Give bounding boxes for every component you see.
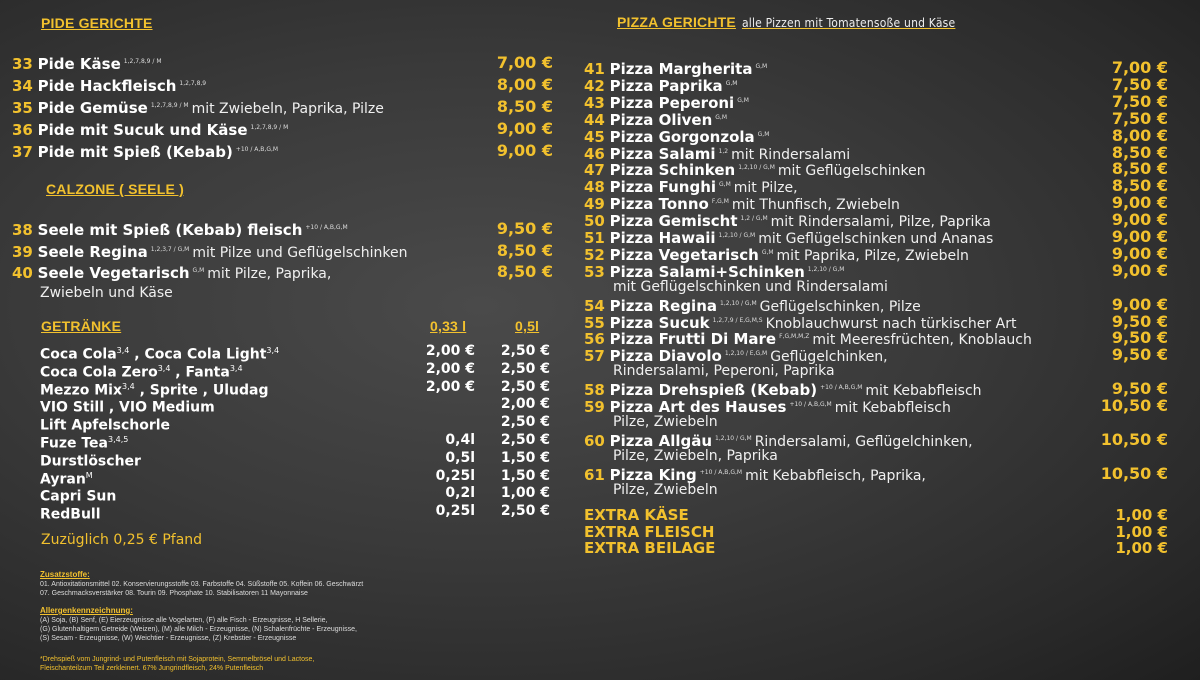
menu-item <box>584 312 1016 330</box>
item-price: 9,50 € <box>1111 311 1168 331</box>
item-name: Pizza Paprika <box>609 76 723 95</box>
allergen-codes: G,M <box>761 248 774 256</box>
allergen-title: Allergenkennzeichnung: <box>40 606 133 615</box>
drink-additive-codes: 3,4 <box>229 363 243 373</box>
drink-price-033: 2,00 € <box>425 378 475 395</box>
drink-price-033: 0,4l <box>445 432 475 448</box>
menu-item <box>584 176 798 197</box>
menu-item <box>584 345 888 366</box>
item-name: Pizza Vegetarisch <box>609 245 759 264</box>
item-description: Geflügelchinken, <box>770 349 888 366</box>
allergen-codes: G,M <box>755 63 768 70</box>
item-price: 7,00 € <box>1111 58 1168 77</box>
pizza-section-title <box>617 14 955 30</box>
menu-item <box>584 210 991 231</box>
drink-name: Ayran <box>40 471 86 488</box>
item-name: Seele Regina <box>37 242 148 261</box>
item-number: 57 <box>584 347 605 366</box>
pizza-title-text: PIZZA GERICHTE <box>617 14 736 30</box>
drink-name: Capri Sun <box>40 489 117 506</box>
item-name: Pizza Diavolo <box>609 347 722 366</box>
allergen-codes: G,M <box>737 96 749 104</box>
item-number: 56 <box>584 330 605 349</box>
item-number: 54 <box>584 296 605 315</box>
menu-item <box>584 159 926 180</box>
menu-item <box>12 219 351 237</box>
allergen-codes: 1,2,7,8,9 / M <box>250 124 289 131</box>
drink-price-05: 1,00 € <box>500 485 550 502</box>
item-name: Seele Vegetarisch <box>37 264 190 282</box>
item-name: Pizza Drehspieß (Kebab) <box>609 381 818 400</box>
menu-item <box>584 295 921 313</box>
pide-section-title: PIDE GERICHTE <box>41 15 153 31</box>
menu-item <box>12 75 209 93</box>
item-price: 8,50 € <box>496 97 553 116</box>
pfand-note: Zuzüglich 0,25 € Pfand <box>41 532 203 548</box>
menu-item <box>584 328 1032 349</box>
item-price: 7,50 € <box>1111 91 1168 111</box>
allergen-codes: G,M <box>725 79 738 87</box>
allergen-codes: 1,2,7,8,9 / M <box>123 58 162 65</box>
menu-item <box>584 143 850 161</box>
item-number: 41 <box>584 60 605 78</box>
calzone-section-title: CALZONE ( SEELE ) <box>46 181 184 197</box>
item-description-continued: Rindersalami, Peperoni, Paprika <box>613 363 835 380</box>
menu-item <box>584 430 973 448</box>
pizza-subtitle: alle Pizzen mit Tomatensoße und Käse <box>741 16 956 30</box>
item-price: 9,00 € <box>496 119 553 138</box>
menu-item <box>584 75 740 93</box>
item-name: Pizza Sucuk <box>609 313 710 332</box>
item-description: Rindersalami, Geflügelchinken, <box>754 433 973 450</box>
item-number: 36 <box>12 121 33 139</box>
item-number: 59 <box>584 398 605 416</box>
item-price: 10,50 € <box>1100 396 1168 415</box>
item-number: 38 <box>12 221 33 239</box>
item-name: Pide mit Spieß (Kebab) <box>37 143 233 161</box>
item-number: 35 <box>12 99 33 117</box>
drink-additive-codes: 3,4 <box>157 363 171 373</box>
menu-item <box>584 109 730 127</box>
menu-item <box>12 241 407 259</box>
item-name: Pide Hackfleisch <box>37 77 177 95</box>
allergen-codes: +10 / A,B,G,M <box>699 468 743 476</box>
item-description-continued: mit Geflügelschinken und Rindersalami <box>613 278 888 295</box>
item-name: Pizza Gorgonzola <box>609 127 755 146</box>
drink-price-05: 1,50 € <box>500 467 550 484</box>
drink-name-extra: , Fanta <box>170 364 230 381</box>
item-description: mit Pilze, Paprika, <box>207 266 332 282</box>
item-number: 50 <box>584 212 605 231</box>
item-description: mit Rindersalami <box>731 146 851 163</box>
allergen-codes: 1,2,10 / G,M <box>715 434 752 442</box>
item-name: Pizza Gemischt <box>609 212 738 231</box>
item-description: mit Thunfisch, Zwiebeln <box>731 197 900 214</box>
item-number: 34 <box>12 77 33 95</box>
item-description-continued: Zwiebeln und Käse <box>40 284 173 301</box>
allergen-codes: 1,2,10 / G,M <box>807 265 845 273</box>
allergen-codes: +10 / A,B,G,M <box>789 401 832 408</box>
item-name: Seele mit Spieß (Kebab) fleisch <box>37 221 303 239</box>
menu-item <box>12 262 331 280</box>
drink-price-033: 0,2l <box>445 485 475 502</box>
drink-name: VIO Still , VIO Medium <box>40 400 215 417</box>
item-price: 9,50 € <box>1111 379 1168 399</box>
item-name: Pizza Hawaii <box>609 229 716 247</box>
menu-item <box>12 119 291 137</box>
item-name: Pide Käse <box>37 55 121 73</box>
item-name: Pizza Tonno <box>609 195 709 214</box>
menu-item <box>584 58 770 76</box>
allergen-line: (A) Soja, (B) Senf, (E) Eierzeugnisse alle Vogelarten, (F) alle Fisch - Erzeugnisse, H Sellerie, <box>40 617 328 624</box>
item-price: 8,50 € <box>496 240 553 260</box>
drink-name-extra: , Sprite , Uludag <box>134 382 269 399</box>
item-description: mit Pilze, <box>733 180 798 197</box>
menu-item <box>584 92 752 110</box>
item-description: mit Geflügelschinken <box>777 163 926 180</box>
item-name: Pizza Peperoni <box>609 93 735 112</box>
allergen-codes: 1,2 <box>718 147 729 155</box>
item-price: 9,00 € <box>1111 294 1168 314</box>
item-price: 10,50 € <box>1100 463 1168 483</box>
drink-price-05: 2,50 € <box>500 432 550 448</box>
item-description-continued: Pilze, Zwiebeln <box>613 413 718 430</box>
drink-price-033: 0,5l <box>445 449 475 466</box>
item-number: 44 <box>584 110 605 129</box>
zusatzstoffe-line: 01. Antioxitationsmittel 02. Konservierungsstoffe 03. Farbstoffe 04. Süßstoffe 05. Koffein 06. Geschwärzt <box>40 581 364 588</box>
item-price: 9,00 € <box>1111 210 1168 230</box>
zusatzstoffe-line: 07. Geschmacksverstärker 08. Tourin 09. Phosphate 10. Stabilisatoren 11 Mayonnaise <box>40 590 308 597</box>
item-price: 8,00 € <box>496 75 553 94</box>
item-description: mit Zwiebeln, Paprika, Pilze <box>191 101 384 117</box>
item-price: 7,50 € <box>1111 74 1168 94</box>
extra-item: EXTRA KÄSE <box>584 506 689 524</box>
allergen-codes: F,G,M <box>711 198 729 206</box>
item-name: Pizza Funghi <box>609 178 717 197</box>
allergen-codes: G,M <box>715 113 727 121</box>
item-number: 45 <box>584 127 605 146</box>
allergen-codes: G,M <box>757 130 770 138</box>
item-number: 55 <box>584 313 605 332</box>
item-description: Knoblauchwurst nach türkischer Art <box>765 315 1017 332</box>
item-description: mit Geflügelschinken und Ananas <box>758 231 994 247</box>
drink-additive-codes: 3,4,5 <box>107 435 129 444</box>
item-price: 7,50 € <box>1111 108 1168 128</box>
drink-item <box>40 502 101 524</box>
drink-price-05: 2,50 € <box>500 360 550 377</box>
item-description: mit Meeresfrüchten, Knoblauch <box>812 332 1032 349</box>
drink-price-05: 2,50 € <box>500 503 550 520</box>
item-number: 58 <box>584 381 605 400</box>
item-name: Pide mit Sucuk und Käse <box>37 121 248 139</box>
drink-price-05: 1,50 € <box>500 449 550 466</box>
drink-name: Fuze Tea <box>40 435 108 452</box>
allergen-codes: 1,2,10 / G,M <box>720 299 757 307</box>
item-description-continued: Pilze, Zwiebeln <box>613 481 718 498</box>
item-number: 37 <box>12 143 33 161</box>
allergen-codes: 1,2,7,9 / E,G,M,S <box>712 316 763 324</box>
menu-item <box>584 464 926 482</box>
item-price: 8,50 € <box>1111 176 1168 196</box>
allergen-codes: F,G,M,M,Z <box>779 333 810 341</box>
allergen-codes: G,M <box>192 267 205 274</box>
drink-price-033: 2,00 € <box>425 343 475 359</box>
item-number: 40 <box>12 264 33 282</box>
item-description: mit Kebabfleisch <box>834 400 951 416</box>
item-number: 43 <box>584 93 605 112</box>
item-price: 9,00 € <box>1111 227 1168 246</box>
item-description: Geflügelschinken, Pilze <box>759 298 921 315</box>
drink-name: Lift Apfelschorle <box>40 417 171 434</box>
menu-item <box>584 244 969 262</box>
item-price: 8,50 € <box>496 262 553 281</box>
menu-item <box>584 396 951 414</box>
drink-name-extra: , Coca Cola Light <box>129 346 267 363</box>
item-description: mit Rindersalami, Pilze, Paprika <box>770 214 991 231</box>
allergen-codes: G,M <box>719 181 731 189</box>
item-price: 10,50 € <box>1100 429 1168 449</box>
drink-price-05: 2,50 € <box>500 343 550 359</box>
item-name: Pizza Allgäu <box>609 431 713 450</box>
item-name: Pizza Salami <box>609 144 716 163</box>
menu-item <box>12 97 384 115</box>
item-name: Pide Gemüse <box>37 99 148 117</box>
item-description: mit Paprika, Pilze, Zwiebeln <box>776 247 969 264</box>
item-number: 47 <box>584 161 605 180</box>
item-price: 8,00 € <box>1111 125 1168 145</box>
allergen-codes: 1,2,10 / G,M <box>738 164 775 172</box>
item-number: 33 <box>12 55 33 73</box>
drink-price-033: 2,00 € <box>425 360 475 377</box>
allergen-codes: 1,2,7,8,9 <box>179 80 207 87</box>
allergen-codes: +10 / A,B,G,M <box>305 224 348 231</box>
allergen-codes: +10 / A,B,G,M <box>235 146 279 153</box>
drink-price-033: 0,25l <box>435 467 475 484</box>
item-number: 42 <box>584 76 605 95</box>
allergen-codes: +10 / A,B,G,M <box>820 384 863 392</box>
zusatzstoffe-title: Zusatzstoffe: <box>40 570 90 579</box>
item-number: 46 <box>584 144 605 163</box>
extra-price: 1,00 € <box>1115 522 1168 541</box>
item-price: 9,50 € <box>1111 328 1168 348</box>
item-price: 8,50 € <box>1111 142 1168 162</box>
menu-item <box>12 141 281 159</box>
item-price: 9,00 € <box>1111 193 1168 213</box>
drink-additive-codes: 3,4 <box>266 346 280 355</box>
item-price: 9,00 € <box>1111 260 1168 280</box>
item-number: 49 <box>584 195 605 214</box>
drinks-col-033: 0,33 l <box>430 318 467 334</box>
drink-additive-codes: 3,4 <box>121 381 135 391</box>
allergen-codes: 1,2,3,7 / G,M <box>150 245 190 253</box>
extra-item: EXTRA FLEISCH <box>584 522 715 541</box>
drink-price-033: 0,25l <box>435 503 475 520</box>
item-price: 9,00 € <box>496 141 553 160</box>
drink-price-05: 2,00 € <box>500 396 550 413</box>
menu-item <box>584 126 772 144</box>
item-name: Pizza Art des Hauses <box>609 398 787 416</box>
menu-item <box>584 379 982 400</box>
item-name: Pizza Schinken <box>609 161 736 180</box>
menu-item <box>584 261 847 279</box>
allergen-codes: 1,2,10 / G,M <box>718 232 756 239</box>
item-description: mit Kebabfleisch, Paprika, <box>745 467 926 484</box>
allergen-line: (G) Glutenhaltigem Getreide (Weizen), (M) alle Milch - Erzeugnisse, (N) Schalenfrüchte - Erzeugnisse, <box>40 626 357 633</box>
drinks-col-05: 0,5l <box>515 318 540 334</box>
item-description: mit Kebabfleisch <box>865 383 982 400</box>
drink-name: RedBull <box>40 506 101 523</box>
drink-price-05: 2,50 € <box>500 378 550 395</box>
item-name: Pizza Regina <box>609 296 717 315</box>
item-number: 52 <box>584 245 605 264</box>
item-number: 48 <box>584 178 605 197</box>
item-number: 61 <box>584 465 605 484</box>
item-price: 7,00 € <box>496 53 553 72</box>
item-number: 53 <box>584 262 605 281</box>
item-number: 39 <box>12 242 33 261</box>
item-price: 9,50 € <box>496 219 553 238</box>
item-name: Pizza Frutti Di Mare <box>609 330 777 349</box>
drehspiess-note: *Drehspieß vom Jungrind- und Putenfleisch mit Sojaprotein, Semmelbrösel und Lactose, <box>40 656 315 663</box>
drink-name: Mezzo Mix <box>40 382 122 399</box>
drink-name: Coca Cola Zero <box>40 364 158 381</box>
drink-additive-codes: 3,4 <box>116 346 130 355</box>
allergen-codes: 1,2,10 / E,G,M <box>724 350 768 358</box>
item-name: Pizza Salami+Schinken <box>609 262 805 281</box>
drinks-section-title: GETRÄNKE <box>41 318 122 334</box>
item-price: 9,00 € <box>1111 243 1168 263</box>
menu-item <box>12 53 165 71</box>
drink-price-05: 2,50 € <box>500 414 550 431</box>
item-description: mit Pilze und Geflügelschinken <box>192 244 408 261</box>
allergen-codes: 1,2,7,8,9 / M <box>150 102 189 109</box>
extra-price: 1,00 € <box>1115 539 1168 557</box>
drink-additive-codes: M <box>85 470 93 480</box>
extra-price: 1,00 € <box>1115 506 1168 524</box>
menu-item <box>584 227 993 245</box>
item-price: 9,50 € <box>1111 345 1168 365</box>
allergen-codes: 1,2 / G,M <box>740 215 768 223</box>
item-price: 8,50 € <box>1111 159 1168 179</box>
item-number: 60 <box>584 431 605 450</box>
extra-item: EXTRA BEILAGE <box>584 539 716 557</box>
item-number: 51 <box>584 229 605 247</box>
drehspiess-note: Fleischanteilzum Teil zerkleinert. 67% Jungrindfleisch, 24% Putenfleisch <box>40 665 264 672</box>
item-description-continued: Pilze, Zwiebeln, Paprika <box>613 447 778 464</box>
menu-item <box>584 193 900 214</box>
item-name: Pizza Oliven <box>609 110 713 129</box>
allergen-line: (S) Sesam - Erzeugnisse, (W) Weichtier - Erzeugnisse, (Z) Krebstier - Erzeugnisse <box>40 635 297 642</box>
drink-name: Coca Cola <box>40 346 117 363</box>
item-name: Pizza King <box>609 465 697 484</box>
item-name: Pizza Margherita <box>609 60 753 78</box>
drink-name: Durstlöscher <box>40 453 141 470</box>
